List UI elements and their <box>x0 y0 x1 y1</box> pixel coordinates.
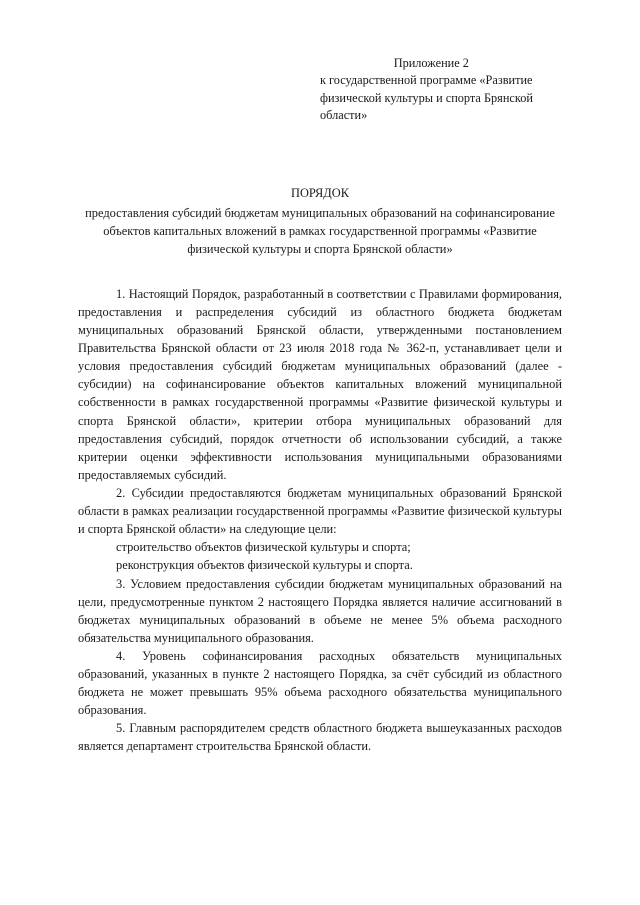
paragraph-2-item-2: реконструкция объектов физической культуры и спорта. <box>116 558 413 573</box>
appendix-number: Приложение 2 <box>393 56 469 70</box>
document-title-block <box>78 185 562 259</box>
paragraph-2-item-1: строительство объектов физической культуры и спорта; <box>116 540 411 555</box>
appendix-program-reference: к государственной программе «Развитие физической культуры и спорта Брянской области» <box>320 73 533 123</box>
paragraph-1: 1. Настоящий Порядок, разработанный в соответствии с Правилами формирования, предоставления и распределения субсидий из областного бюджета бюджетам муниципальных образований Брянской области, утвержденными постановлением Правительства Брянской области от 23 июля 2018 года № 362-п, устанавливает цели и условия предоставления субсидий бюджетам муниципальных образований (далее - субсидии) на софинансирование объектов капитальных вложений муниципальной собственности в рамках государственной программы «Развитие физической культуры и спорта Брянской области», критерии отбора муниципальных образований для предоставления субсидий, порядок отчетности об использовании субсидий, а также критерии оценки эффективности использования муниципальными образованиями предоставляемых субсидий. <box>78 286 562 482</box>
document-body <box>78 285 562 756</box>
paragraph-3: 3. Условием предоставления субсидии бюджетам муниципальных образований на цели, предусмотренные пунктом 2 настоящего Порядка является наличие ассигнований в бюджетах муниципальных образований в объеме не менее 5% объема расходного обязательства муниципального образования. <box>78 576 562 645</box>
paragraph-5: 5. Главным распорядителем средств областного бюджета вышеуказанных расходов является департамент строительства Брянской области. <box>78 721 562 754</box>
document-subtitle: предоставления субсидий бюджетам муниципальных образований на софинансирование объектов капитальных вложений в рамках государственной программы «Развитие физической культуры и спорта Брянской области» <box>85 205 555 256</box>
paragraph-2: 2. Субсидии предоставляются бюджетам муниципальных образований Брянской области в рамках реализации государственной программы «Развитие физической культуры и спорта Брянской области» на следующие цели: <box>78 485 562 537</box>
paragraph-4: 4. Уровень софинансирования расходных обязательств муниципальных образований, указанных в пункте 2 настоящего Порядка, за счёт субсидий из областного бюджета не может превышать 95% объема расходного обязательства муниципального образования. <box>78 648 562 718</box>
document-heading: ПОРЯДОК <box>291 185 349 200</box>
appendix-reference <box>320 55 543 125</box>
